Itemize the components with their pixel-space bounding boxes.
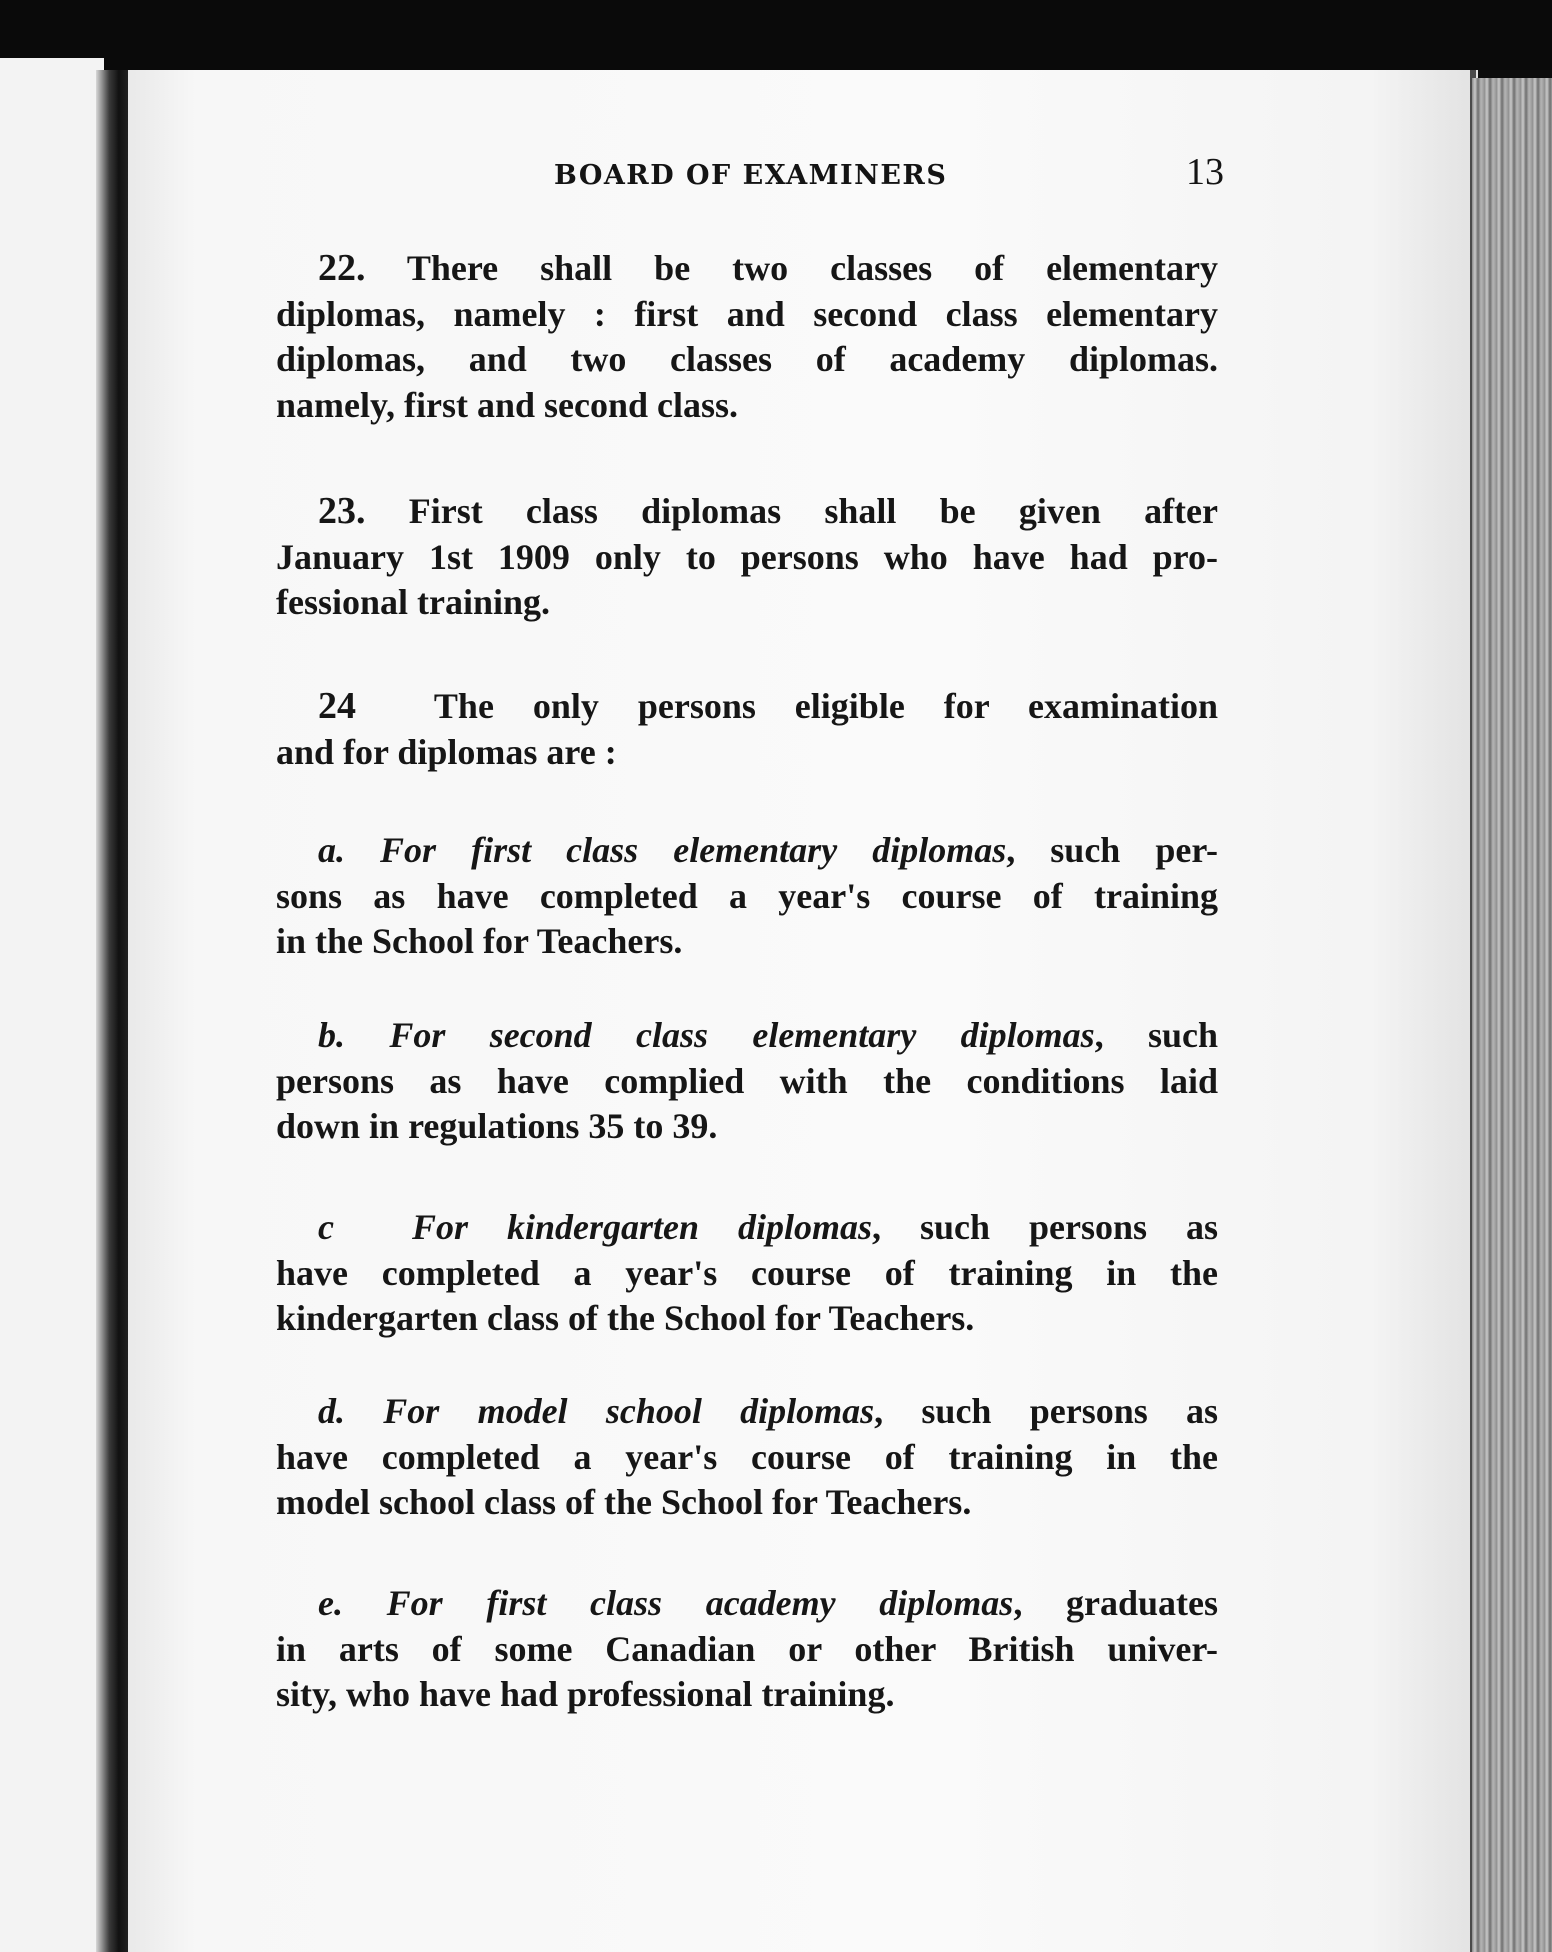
item-d	[276, 1389, 1218, 1526]
text-line: , such persons as	[871, 1207, 1218, 1247]
text-line: sons as have completed a year's course of training	[276, 875, 1218, 916]
regulation-23	[276, 489, 1218, 626]
text-line: , such persons as	[874, 1391, 1219, 1431]
page-number: 13	[1186, 151, 1224, 193]
text-line: , graduates	[1013, 1583, 1218, 1623]
text-line: in arts of some Canadian or other British univer-	[276, 1628, 1218, 1669]
text-line: down in regulations 35 to 39.	[276, 1106, 718, 1146]
text-line: and for diplomas are :	[276, 731, 617, 772]
item-title: For first class elementary diplomas	[380, 830, 1007, 870]
facing-page-edge	[0, 58, 104, 1952]
book-page-stack	[1472, 78, 1552, 1952]
item-title: For kindergarten diplomas	[411, 1207, 872, 1247]
regulation-24	[276, 684, 1218, 775]
regulation-number: 24	[318, 685, 356, 727]
text-line: There shall be two classes of elementary	[406, 248, 1218, 288]
item-title: For model school diplomas	[383, 1391, 875, 1431]
text-line: diplomas, and two classes of academy diplomas.	[276, 339, 1218, 379]
item-label: d.	[318, 1391, 345, 1431]
text-line: kindergarten class of the School for Teachers.	[276, 1298, 975, 1338]
text-line: namely, first and second class.	[276, 384, 739, 425]
item-label: b.	[318, 1015, 345, 1055]
text-line: sity, who have had professional training.	[276, 1674, 895, 1714]
text-line: diplomas, namely : first and second class elementary	[276, 293, 1218, 334]
item-e	[276, 1581, 1218, 1718]
text-line: The only persons eligible for examination	[433, 686, 1219, 726]
text-line: model school class of the School for Teachers.	[276, 1482, 972, 1522]
text-line: have completed a year's course of training in the	[276, 1252, 1218, 1293]
scan-top-border	[0, 0, 1552, 70]
text-line: persons as have complied with the conditions laid	[276, 1060, 1218, 1101]
item-c	[276, 1205, 1218, 1342]
text-line: January 1st 1909 only to persons who have had pro-	[276, 536, 1218, 577]
regulation-number: 23.	[318, 490, 366, 532]
item-b	[276, 1013, 1218, 1150]
text-line: fessional training.	[276, 582, 551, 622]
item-label: a.	[318, 830, 345, 870]
item-title: For first class academy diplomas	[386, 1583, 1014, 1623]
text-line: First class diplomas shall be given after	[408, 491, 1219, 531]
item-title: For second class elementary diplomas	[389, 1015, 1095, 1055]
text-line: , such per-	[1006, 830, 1218, 870]
regulation-22	[276, 246, 1218, 428]
text-line: have completed a year's course of training in the	[276, 1436, 1218, 1477]
item-a	[276, 828, 1218, 965]
text-line: , such	[1094, 1015, 1219, 1055]
item-label: c	[318, 1207, 334, 1247]
item-label: e.	[318, 1583, 343, 1623]
text-line: in the School for Teachers.	[276, 921, 683, 961]
regulation-number: 22.	[318, 247, 366, 289]
running-header: BOARD OF EXAMINERS	[554, 160, 948, 191]
